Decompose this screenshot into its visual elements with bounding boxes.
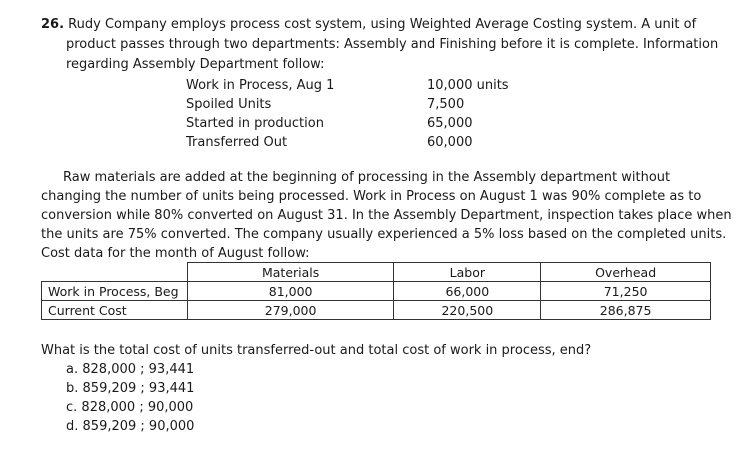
info-label: Spoiled Units [186,97,272,112]
info-value: 60,000 [427,135,473,150]
info-value: 7,500 [427,97,465,112]
paragraph-line: the units are 75% converted. The company usually experienced a 5% loss based on the completed units. [41,227,727,242]
table-row-label: Work in Process, Beg [42,282,188,301]
table-header-row [42,263,711,282]
option-letter: b. [66,381,79,396]
info-value: 65,000 [427,116,473,131]
option-letter: a. [66,362,79,377]
table-row [42,301,711,320]
table-row [42,282,711,301]
table-header: Overhead [541,263,711,282]
option-text: 828,000 ; 90,000 [81,400,194,415]
answer-option-d[interactable] [66,419,194,434]
option-text: 859,209 ; 90,000 [82,419,195,434]
question-intro-2: product passes through two departments: Assembly and Finishing before it is complete. Information [66,37,719,52]
info-label: Work in Process, Aug 1 [186,78,335,93]
info-value: 10,000 units [427,78,509,93]
paragraph-line: Raw materials are added at the beginning of processing in the Assembly department without [63,170,671,185]
table-cell: 279,000 [187,301,394,320]
paragraph-line: Cost data for the month of August follow: [41,246,310,261]
table-cell: 286,875 [541,301,711,320]
table-cell: 220,500 [394,301,541,320]
option-text: 828,000 ; 93,441 [82,362,195,377]
question-intro-1: Rudy Company employs process cost system, using Weighted Average Costing system. A unit of [68,17,697,32]
table-cell: 71,250 [541,282,711,301]
table-header: Labor [394,263,541,282]
question-line-1 [41,17,696,32]
table-row-label: Current Cost [42,301,188,320]
option-letter: d. [66,419,79,434]
option-text: 859,209 ; 93,441 [82,381,195,396]
info-label: Transferred Out [186,135,288,150]
table-cell: 66,000 [394,282,541,301]
question-prompt: What is the total cost of units transferred-out and total cost of work in process, end? [41,343,592,358]
info-label: Started in production [186,116,324,131]
cost-data-table [41,262,711,320]
question-intro-3: regarding Assembly Department follow: [66,57,325,72]
table-cell: 81,000 [187,282,394,301]
paragraph-line: conversion while 80% converted on August 31. In the Assembly Department, inspection takes place when [41,208,732,223]
answer-option-b[interactable] [66,381,194,396]
option-letter: c. [66,400,78,415]
question-number: 26. [41,17,65,32]
answer-option-c[interactable] [66,400,193,415]
table-header: Materials [187,263,394,282]
answer-option-a[interactable] [66,362,194,377]
table-header-empty [42,263,188,282]
paragraph-line: changing the number of units being processed. Work in Process on August 1 was 90% complete as to [41,189,702,204]
